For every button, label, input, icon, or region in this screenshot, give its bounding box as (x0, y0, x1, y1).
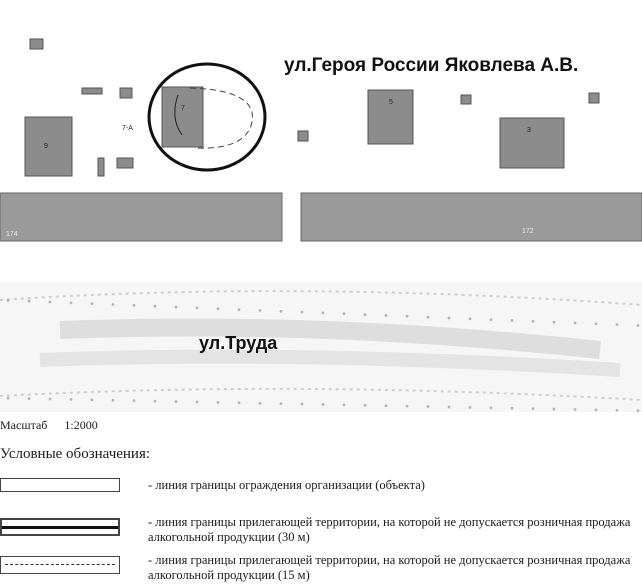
road-marker-dot (637, 324, 640, 327)
block-label: 172 (522, 228, 534, 235)
small-building (117, 158, 133, 168)
road-marker-dot (343, 312, 346, 315)
building-3 (500, 118, 564, 168)
road-marker-dot (196, 306, 199, 309)
road-marker-dot (448, 406, 451, 409)
road-marker-dot (385, 404, 388, 407)
road-marker-dot (427, 405, 430, 408)
road-marker-dot (7, 299, 10, 302)
road-marker-dot (595, 409, 598, 412)
legend-swatch-thick (0, 518, 120, 536)
legend-text: - линия границы прилегающей территории, на которой не допускается розничная продажа алкогольной продукции (30 м) (148, 515, 631, 544)
road-marker-dot (238, 401, 241, 404)
small-building (98, 158, 104, 176)
road-marker-dot (385, 314, 388, 317)
road-marker-dot (49, 398, 52, 401)
road-marker-dot (112, 399, 115, 402)
road-marker-dot (364, 313, 367, 316)
scale-label: Масштаб (0, 418, 48, 432)
small-building (82, 88, 102, 94)
small-building (30, 39, 43, 49)
road-marker-dot (28, 300, 31, 303)
map-scale (0, 418, 112, 433)
road-marker-dot (259, 402, 262, 405)
legend-item-fence (0, 478, 642, 498)
road-marker-dot (574, 322, 577, 325)
road-marker-dot (343, 403, 346, 406)
legend-item-15m (0, 553, 642, 585)
building-label: 5 (389, 99, 393, 106)
road-marker-dot (154, 305, 157, 308)
road-marker-dot (280, 310, 283, 313)
street-name-top: ул.Героя России Яковлева А.В. (284, 55, 579, 76)
road-marker-dot (406, 405, 409, 408)
road-marker-dot (616, 323, 619, 326)
building-7 (162, 87, 203, 147)
road-marker-dot (322, 403, 325, 406)
road-marker-dot (427, 316, 430, 319)
road-marker-dot (91, 398, 94, 401)
legend-swatch-thin (0, 478, 120, 492)
road-marker-dot (490, 318, 493, 321)
block-label: 174 (6, 231, 18, 238)
road-marker-dot (175, 400, 178, 403)
road-marker-dot (91, 302, 94, 305)
road-marker-dot (364, 404, 367, 407)
road-marker-dot (637, 409, 640, 412)
road-area (0, 282, 642, 412)
legend-item-30m (0, 515, 642, 549)
road-marker-dot (553, 321, 556, 324)
building-label: 7-А (122, 125, 133, 132)
road-marker-dot (532, 407, 535, 410)
road-marker-dot (217, 401, 220, 404)
road-marker-dot (553, 408, 556, 411)
road-marker-dot (28, 397, 31, 400)
small-building (298, 131, 308, 141)
road-marker-dot (238, 308, 241, 311)
road-marker-dot (133, 399, 136, 402)
block-172 (301, 193, 642, 241)
road-marker-dot (448, 317, 451, 320)
road-marker-dot (406, 315, 409, 318)
road-marker-dot (280, 402, 283, 405)
scale-value: 1:2000 (64, 418, 98, 432)
small-building (461, 95, 471, 104)
legend-swatch-dashed (0, 556, 120, 574)
road-marker-dot (511, 407, 514, 410)
road-marker-dot (7, 397, 10, 400)
legend-text: - линия границы прилегающей территории, на которой не допускается розничная продажа алкогольной продукции (15 м) (148, 553, 631, 582)
road-marker-dot (70, 301, 73, 304)
road-marker-dot (175, 306, 178, 309)
road-marker-dot (574, 408, 577, 411)
road-marker-dot (490, 406, 493, 409)
road-marker-dot (49, 301, 52, 304)
road-marker-dot (532, 320, 535, 323)
road-marker-dot (301, 403, 304, 406)
street-name-bottom: ул.Труда (199, 333, 278, 353)
road-marker-dot (154, 400, 157, 403)
road-marker-dot (469, 317, 472, 320)
road-marker-dot (70, 398, 73, 401)
road-marker-dot (259, 309, 262, 312)
road-marker-dot (217, 307, 220, 310)
road-marker-dot (301, 311, 304, 314)
road-marker-dot (616, 409, 619, 412)
building-label: 9 (44, 143, 48, 150)
road-marker-dot (133, 304, 136, 307)
road-marker-dot (595, 322, 598, 325)
road-marker-dot (322, 312, 325, 315)
building-label: 7 (181, 105, 185, 112)
legend-text: - линия границы ограждения организации (объекта) (148, 478, 425, 492)
small-building (589, 93, 599, 103)
building-9 (25, 117, 72, 176)
block-174 (0, 193, 282, 241)
road-marker-dot (469, 406, 472, 409)
road-marker-dot (196, 401, 199, 404)
small-building (120, 88, 132, 98)
legend-title: Условные обозначения: (0, 446, 151, 462)
building-label: 3 (527, 127, 531, 134)
road-marker-dot (112, 303, 115, 306)
road-marker-dot (511, 319, 514, 322)
